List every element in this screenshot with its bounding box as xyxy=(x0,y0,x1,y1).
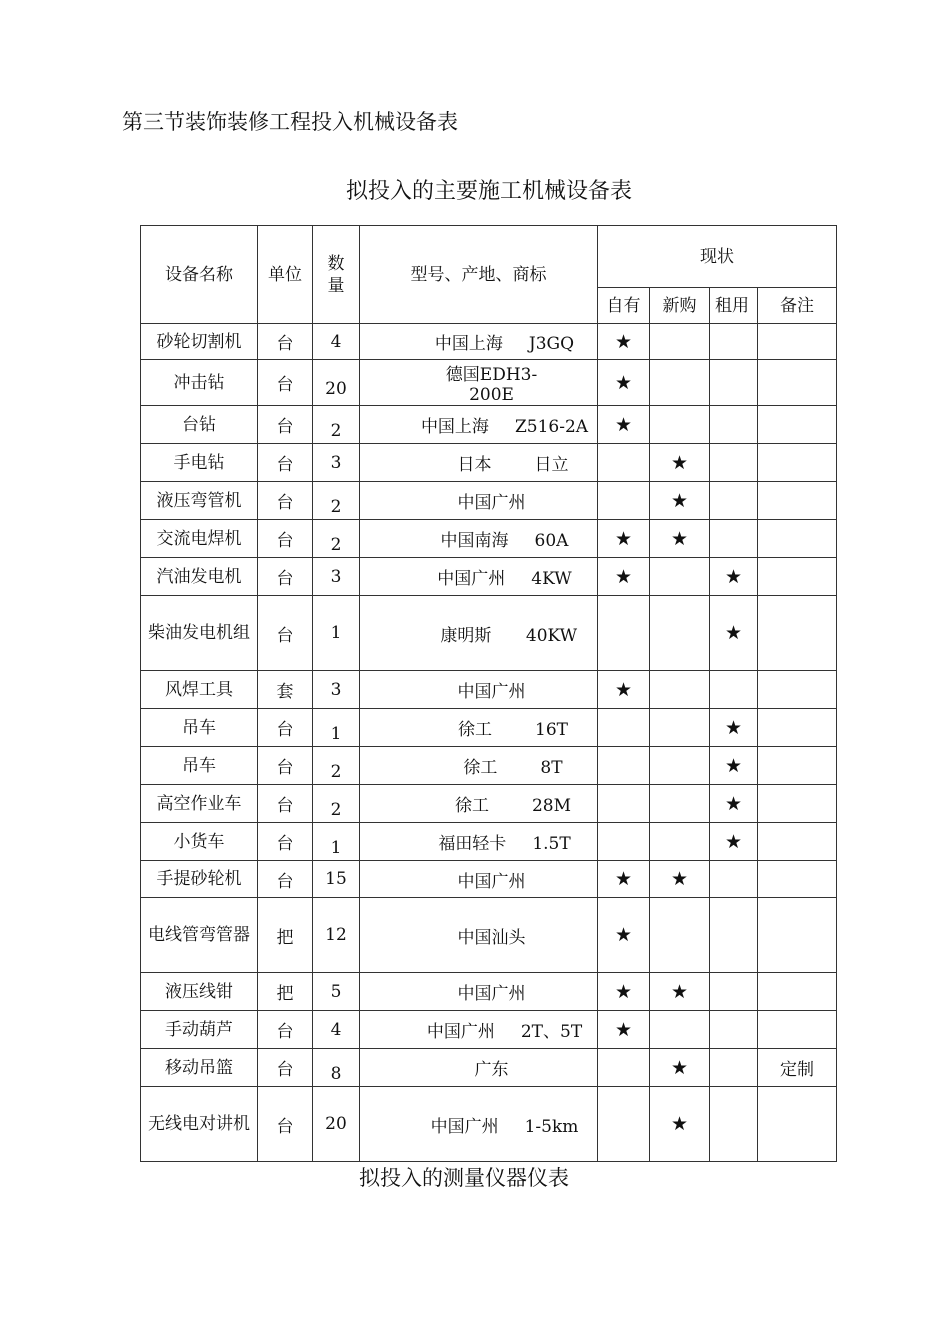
cell-unit: 台 xyxy=(258,558,313,596)
table-row xyxy=(141,861,837,898)
model-origin: 徐工 xyxy=(463,758,498,778)
cell-own xyxy=(598,709,650,747)
model-origin: 徐工 xyxy=(454,796,489,816)
model-spec: 16T xyxy=(535,720,568,740)
cell-name: 风焊工具 xyxy=(141,671,258,709)
cell-qty: 2 xyxy=(313,747,360,785)
cell-unit: 台 xyxy=(258,747,313,785)
model-spec: J3GQ xyxy=(528,334,575,354)
model-spec: 40KW xyxy=(525,625,578,646)
table-row xyxy=(141,671,837,709)
cell-rent xyxy=(710,861,758,898)
cell-note xyxy=(758,709,837,747)
cell-note xyxy=(758,444,837,482)
cell-own xyxy=(598,1049,650,1087)
model-spec: 2T、5T xyxy=(520,1022,583,1042)
cell-qty: 1 xyxy=(313,709,360,747)
header-rent xyxy=(710,288,758,324)
cell-unit: 台 xyxy=(258,1087,313,1162)
cell-own: ★ xyxy=(598,1011,650,1049)
cell-unit: 把 xyxy=(258,973,313,1011)
cell-unit: 台 xyxy=(258,861,313,898)
table-row xyxy=(141,482,837,520)
cell-qty: 4 xyxy=(313,1011,360,1049)
header-rent-text: 租用 xyxy=(715,295,749,316)
table-row xyxy=(141,1087,837,1162)
cell-new xyxy=(650,1011,710,1049)
cell-own: ★ xyxy=(598,558,650,596)
cell-own xyxy=(598,482,650,520)
cell-rent xyxy=(710,1049,758,1087)
cell-unit: 台 xyxy=(258,1049,313,1087)
table-row xyxy=(141,596,837,671)
model-origin: 中国广州 xyxy=(457,871,526,892)
section-title: 第三节装饰装修工程投入机械设备表 xyxy=(122,110,458,134)
model-origin: 中国广州 xyxy=(457,984,526,1004)
cell-unit: 台 xyxy=(258,709,313,747)
cell-rent xyxy=(710,1011,758,1049)
model-origin: 中国广州 xyxy=(437,569,506,589)
cell-name: 冲击钻 xyxy=(141,360,258,406)
cell-qty: 1 xyxy=(313,596,360,671)
cell-rent xyxy=(710,360,758,406)
cell-qty: 2 xyxy=(313,406,360,444)
model-origin: 中国广州 xyxy=(457,493,526,513)
cell-qty: 2 xyxy=(313,482,360,520)
cell-unit: 台 xyxy=(258,482,313,520)
table-row xyxy=(141,520,837,558)
cell-new xyxy=(650,747,710,785)
cell-unit: 台 xyxy=(258,785,313,823)
cell-new: ★ xyxy=(650,444,710,482)
model-spec: 8T xyxy=(540,758,563,778)
cell-rent: ★ xyxy=(710,747,758,785)
model-origin: 福田轻卡 xyxy=(438,834,507,854)
model-origin: 中国广州 xyxy=(457,682,526,702)
table-row xyxy=(141,324,837,360)
cell-own xyxy=(598,596,650,671)
cell-model xyxy=(360,861,598,898)
cell-rent xyxy=(710,406,758,444)
cell-rent xyxy=(710,444,758,482)
cell-new xyxy=(650,898,710,973)
equipment-table-body xyxy=(141,324,837,1162)
cell-note xyxy=(758,596,837,671)
cell-new xyxy=(650,360,710,406)
header-unit: 单位 xyxy=(258,226,313,324)
cell-unit: 台 xyxy=(258,823,313,861)
table-row xyxy=(141,1049,837,1087)
cell-name: 手电钻 xyxy=(141,444,258,482)
cell-name: 高空作业车 xyxy=(141,785,258,823)
cell-qty: 2 xyxy=(313,520,360,558)
cell-new xyxy=(650,596,710,671)
cell-qty: 2 xyxy=(313,785,360,823)
cell-new: ★ xyxy=(650,973,710,1011)
model-origin: 康明斯 xyxy=(440,625,492,646)
cell-rent: ★ xyxy=(710,558,758,596)
cell-note xyxy=(758,973,837,1011)
cell-own: ★ xyxy=(598,360,650,406)
cell-own: ★ xyxy=(598,898,650,973)
cell-model xyxy=(360,1049,598,1087)
header-qty-text: 数量 xyxy=(327,253,345,296)
cell-rent xyxy=(710,898,758,973)
cell-qty: 3 xyxy=(313,671,360,709)
cell-model xyxy=(360,898,598,973)
cell-new xyxy=(650,406,710,444)
cell-model xyxy=(360,406,598,444)
cell-unit: 台 xyxy=(258,360,313,406)
table-row xyxy=(141,406,837,444)
cell-model xyxy=(360,973,598,1011)
cell-new: ★ xyxy=(650,482,710,520)
table-row xyxy=(141,558,837,596)
model-origin: 中国上海 xyxy=(434,334,503,354)
cell-name: 柴油发电机组 xyxy=(141,596,258,671)
table-title: 拟投入的主要施工机械设备表 xyxy=(345,179,632,204)
cell-note xyxy=(758,1011,837,1049)
cell-note xyxy=(758,785,837,823)
model-origin: 日本 xyxy=(457,455,492,475)
cell-note xyxy=(758,671,837,709)
cell-name: 汽油发电机 xyxy=(141,558,258,596)
table-row xyxy=(141,823,837,861)
cell-name: 交流电焊机 xyxy=(141,520,258,558)
table-row xyxy=(141,360,837,406)
model-spec: 1-5km xyxy=(524,1116,579,1137)
header-status: 现状 xyxy=(598,226,837,288)
cell-model xyxy=(360,444,598,482)
cell-note xyxy=(758,360,837,406)
cell-new: ★ xyxy=(650,1087,710,1162)
header-model: 型号、产地、商标 xyxy=(360,226,598,324)
cell-rent: ★ xyxy=(710,823,758,861)
cell-unit: 台 xyxy=(258,596,313,671)
table-row xyxy=(141,973,837,1011)
model-spec: 日立 xyxy=(534,455,569,475)
model-spec: 1.5T xyxy=(532,834,571,854)
cell-new xyxy=(650,823,710,861)
cell-new: ★ xyxy=(650,861,710,898)
cell-model xyxy=(360,785,598,823)
cell-unit: 套 xyxy=(258,671,313,709)
cell-model xyxy=(360,747,598,785)
cell-model xyxy=(360,1087,598,1162)
cell-note xyxy=(758,823,837,861)
table-row xyxy=(141,709,837,747)
cell-rent xyxy=(710,671,758,709)
cell-name: 无线电对讲机 xyxy=(141,1087,258,1162)
cell-name: 手动葫芦 xyxy=(141,1011,258,1049)
cell-own xyxy=(598,1087,650,1162)
table-row xyxy=(141,898,837,973)
cell-note xyxy=(758,406,837,444)
cell-name: 台钻 xyxy=(141,406,258,444)
cell-note xyxy=(758,558,837,596)
cell-new xyxy=(650,709,710,747)
cell-own xyxy=(598,747,650,785)
cell-note xyxy=(758,324,837,360)
equipment-table xyxy=(140,225,837,1162)
cell-rent xyxy=(710,520,758,558)
cell-rent: ★ xyxy=(710,596,758,671)
cell-own xyxy=(598,785,650,823)
cell-qty: 20 xyxy=(313,1087,360,1162)
model-origin: 中国上海 xyxy=(420,417,489,437)
cell-unit: 台 xyxy=(258,1011,313,1049)
cell-note: 定制 xyxy=(758,1049,837,1087)
cell-own xyxy=(598,823,650,861)
cell-unit: 台 xyxy=(258,324,313,360)
cell-model xyxy=(360,324,598,360)
cell-model xyxy=(360,1011,598,1049)
cell-name: 吊车 xyxy=(141,709,258,747)
cell-rent: ★ xyxy=(710,785,758,823)
cell-name: 吊车 xyxy=(141,747,258,785)
cell-unit: 台 xyxy=(258,406,313,444)
model-spec: 4KW xyxy=(531,569,572,589)
cell-own: ★ xyxy=(598,973,650,1011)
cell-new xyxy=(650,785,710,823)
cell-note xyxy=(758,747,837,785)
model-origin: 中国广州 xyxy=(430,1116,499,1137)
cell-own: ★ xyxy=(598,406,650,444)
cell-rent xyxy=(710,324,758,360)
cell-own: ★ xyxy=(598,520,650,558)
model-spec: 60A xyxy=(534,531,569,551)
model-origin: 徐工 xyxy=(458,720,492,740)
cell-name: 液压线钳 xyxy=(141,973,258,1011)
header-name: 设备名称 xyxy=(141,226,258,324)
cell-name: 砂轮切割机 xyxy=(141,324,258,360)
cell-name: 移动吊篮 xyxy=(141,1049,258,1087)
cell-name: 小货车 xyxy=(141,823,258,861)
cell-note xyxy=(758,898,837,973)
cell-qty: 4 xyxy=(313,324,360,360)
cell-model xyxy=(360,482,598,520)
next-table-title: 拟投入的测量仪器仪表 xyxy=(359,1166,569,1190)
header-own: 自有 xyxy=(598,288,650,324)
model-origin: 中国广州 xyxy=(426,1022,495,1042)
cell-unit: 台 xyxy=(258,520,313,558)
cell-qty: 8 xyxy=(313,1049,360,1087)
cell-note xyxy=(758,482,837,520)
header-note: 备注 xyxy=(758,288,837,324)
cell-name: 电线管弯管器 xyxy=(141,898,258,973)
header-qty xyxy=(313,226,360,324)
cell-model xyxy=(360,558,598,596)
cell-rent xyxy=(710,482,758,520)
cell-model xyxy=(360,520,598,558)
cell-new: ★ xyxy=(650,520,710,558)
cell-qty: 3 xyxy=(313,558,360,596)
header-new: 新购 xyxy=(650,288,710,324)
model-spec: Z516-2A xyxy=(514,417,589,437)
model-origin: 中国南海 xyxy=(440,531,509,551)
cell-note xyxy=(758,861,837,898)
cell-name: 手提砂轮机 xyxy=(141,861,258,898)
cell-note xyxy=(758,1087,837,1162)
cell-qty: 3 xyxy=(313,444,360,482)
cell-own: ★ xyxy=(598,671,650,709)
cell-new xyxy=(650,558,710,596)
table-row xyxy=(141,785,837,823)
cell-own xyxy=(598,444,650,482)
cell-name: 液压弯管机 xyxy=(141,482,258,520)
cell-note xyxy=(758,520,837,558)
cell-new xyxy=(650,324,710,360)
cell-model xyxy=(360,823,598,861)
cell-own: ★ xyxy=(598,324,650,360)
table-row xyxy=(141,444,837,482)
cell-unit: 台 xyxy=(258,444,313,482)
cell-new xyxy=(650,671,710,709)
cell-qty: 12 xyxy=(313,898,360,973)
cell-qty: 15 xyxy=(313,861,360,898)
cell-model xyxy=(360,671,598,709)
model-origin: 广东 xyxy=(474,1060,509,1080)
table-row xyxy=(141,1011,837,1049)
table-row xyxy=(141,747,837,785)
model-origin: 德国EDH3-200E xyxy=(445,365,538,405)
cell-qty: 5 xyxy=(313,973,360,1011)
cell-qty: 20 xyxy=(313,360,360,406)
cell-model xyxy=(360,596,598,671)
cell-rent xyxy=(710,973,758,1011)
cell-model xyxy=(360,709,598,747)
cell-qty: 1 xyxy=(313,823,360,861)
model-origin: 中国汕头 xyxy=(457,927,526,948)
cell-model xyxy=(360,360,598,406)
model-spec: 28M xyxy=(531,796,572,816)
cell-rent xyxy=(710,1087,758,1162)
cell-own: ★ xyxy=(598,861,650,898)
cell-unit: 把 xyxy=(258,898,313,973)
cell-new: ★ xyxy=(650,1049,710,1087)
cell-rent: ★ xyxy=(710,709,758,747)
